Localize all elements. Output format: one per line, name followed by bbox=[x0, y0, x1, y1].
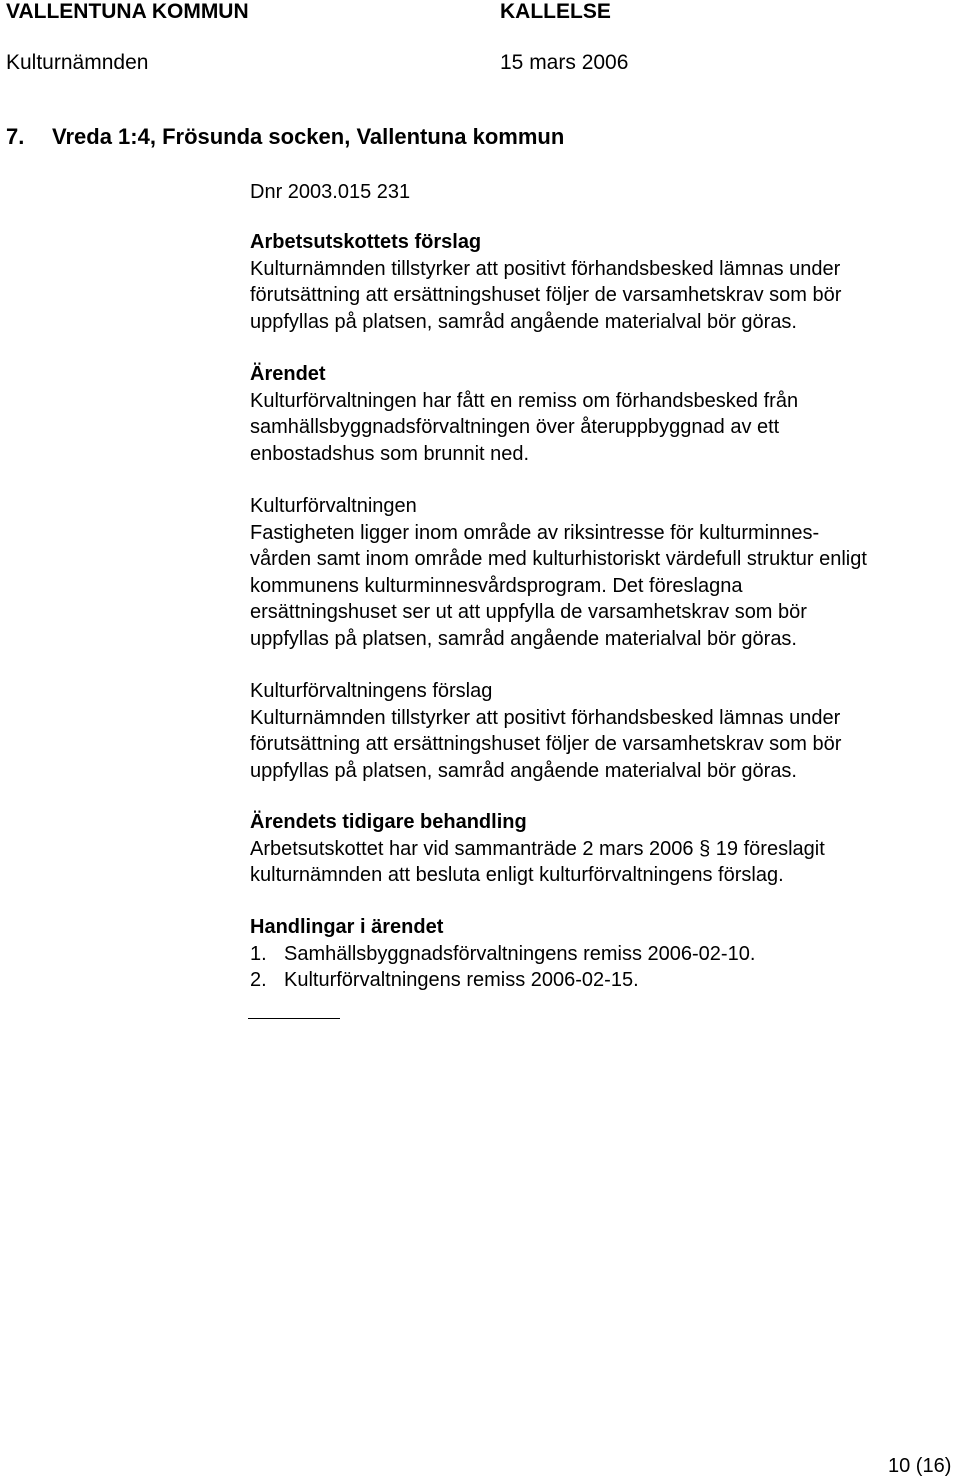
section-kulturforvaltningen bbox=[250, 493, 955, 652]
section-tidigare-behandling bbox=[250, 809, 955, 889]
paragraph-line: uppfyllas på platsen, samråd angående materialval bör göras. bbox=[250, 759, 797, 782]
paragraph-line: förutsättning att ersättningshuset följer de varsamhetskrav som bör bbox=[250, 733, 842, 755]
paragraph-line: samhällsbyggnadsförvaltningen över återuppbyggnad av ett bbox=[250, 416, 780, 438]
section-kf-forslag bbox=[250, 678, 955, 784]
list-item-text: Kulturförvaltningens remiss 2006-02-15. bbox=[284, 969, 639, 991]
section-heading: Ärendet bbox=[250, 363, 326, 385]
list-item-number: 1. bbox=[250, 942, 267, 965]
paragraph-line: uppfyllas på platsen, samråd angående materialval bör göras. bbox=[250, 627, 797, 650]
committee-name: Kulturnämnden bbox=[6, 51, 149, 74]
paragraph-line: ersättningshuset ser ut att uppfylla de varsamhetskrav som bör bbox=[250, 601, 807, 623]
organization-name: VALLENTUNA KOMMUN bbox=[6, 0, 249, 23]
paragraph-line: Fastigheten ligger inom område av riksintresse för kulturminnes- bbox=[250, 521, 820, 544]
meeting-date: 15 mars 2006 bbox=[500, 51, 629, 74]
list-item bbox=[250, 941, 955, 968]
section-heading: Ärendets tidigare behandling bbox=[250, 811, 527, 833]
paragraph-line: kulturnämnden att besluta enligt kulturförvaltningens förslag. bbox=[250, 864, 784, 886]
section-heading: Handlingar i ärendet bbox=[250, 916, 444, 938]
list-item-number: 2. bbox=[250, 969, 267, 991]
paragraph-line bbox=[250, 836, 955, 863]
paragraph-line: Kulturnämnden tillstyrker att positivt förhandsbesked lämnas under bbox=[250, 257, 841, 280]
document-type: KALLELSE bbox=[500, 0, 611, 23]
list-item bbox=[250, 967, 955, 994]
diary-number: Dnr 2003.015 231 bbox=[250, 181, 411, 203]
paragraph-line: uppfyllas på platsen, samråd angående materialval bör göras. bbox=[250, 310, 797, 333]
section-arendet bbox=[250, 361, 955, 467]
paragraph-line: vården samt inom område med kulturhistoriskt värdefull struktur enligt bbox=[250, 548, 867, 570]
end-rule bbox=[248, 1018, 340, 1019]
paragraph-line: kommunens kulturminnesvårdsprogram. Det föreslagna bbox=[250, 574, 743, 597]
meeting-reference: Arbetsutskottet har vid sammanträde 2 mars 2006 bbox=[250, 837, 694, 860]
item-title: Vreda 1:4, Frösunda socken, Vallentuna kommun bbox=[52, 124, 565, 149]
section-heading: Kulturförvaltningen bbox=[250, 495, 417, 517]
paragraph-reference: 19 föreslagit bbox=[715, 837, 825, 860]
item-number: 7. bbox=[6, 124, 25, 149]
paragraph-line: enbostadshus som brunnit ned. bbox=[250, 442, 530, 465]
paragraph-line: Kulturnämnden tillstyrker att positivt förhandsbesked lämnas under bbox=[250, 706, 841, 729]
paragraph-line: förutsättning att ersättningshuset följer de varsamhetskrav som bör bbox=[250, 284, 842, 306]
page-number: 10 (16) bbox=[888, 1455, 952, 1477]
section-heading: Kulturförvaltningens förslag bbox=[250, 680, 493, 702]
section-sign: § bbox=[699, 837, 711, 860]
section-heading: Arbetsutskottets förslag bbox=[250, 231, 482, 253]
paragraph-line: Kulturförvaltningen har fått en remiss om förhandsbesked från bbox=[250, 389, 799, 412]
list-item-text: Samhällsbyggnadsförvaltningens remiss 2006-02-10. bbox=[284, 942, 756, 965]
section-au-forslag bbox=[250, 229, 955, 335]
section-handlingar bbox=[250, 914, 955, 994]
